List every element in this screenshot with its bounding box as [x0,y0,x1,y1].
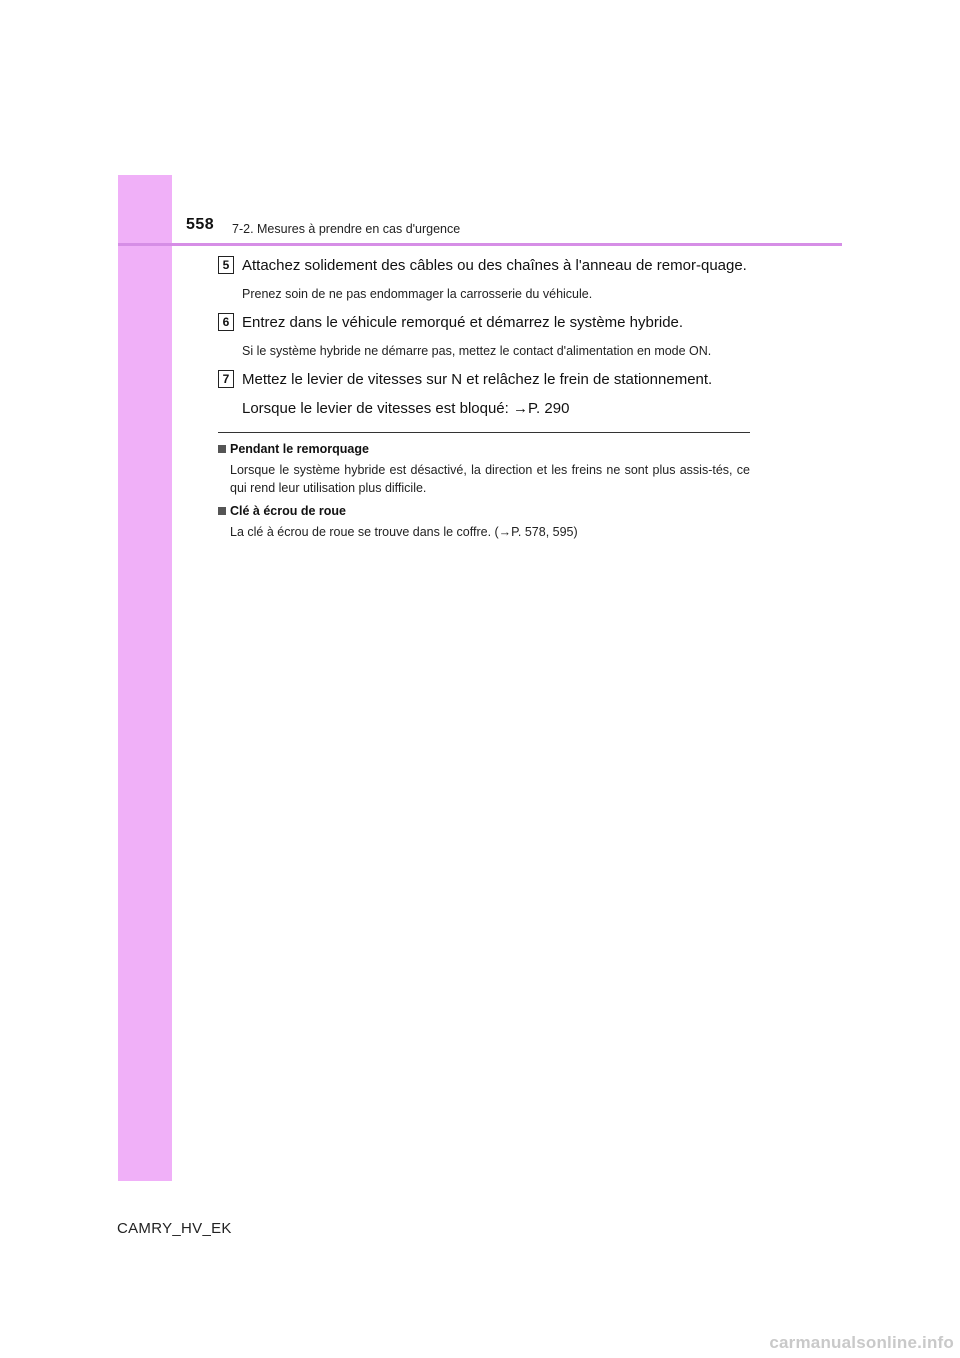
header-rule [118,243,842,246]
step-instruction: Attachez solidement des câbles ou des chaînes à l'anneau de remor-quage. [242,257,747,274]
step-cross-reference: Lorsque le levier de vitesses est bloqué: →P. 290 [242,400,570,417]
page-content [218,254,750,547]
step-number-badge: 7 [218,370,234,388]
step-instruction: Mettez le levier de vitesses sur N et relâchez le frein de stationnement. [242,371,713,388]
note-body: Lorsque le système hybride est désactivé, la direction et les freins ne sont plus assis-tés, ce qui rend leur utilisation plus difficile. [230,463,750,495]
square-bullet-icon [218,507,226,515]
section-title: 7-2. Mesures à prendre en cas d'urgence [232,222,461,236]
step-number-badge: 6 [218,313,234,331]
model-code: CAMRY_HV_EK [117,1220,232,1237]
note-wheel-wrench [218,503,750,541]
step-instruction: Entrez dans le véhicule remorqué et démarrez le système hybride. [242,314,684,331]
step-6 [218,311,750,361]
page-number: 558 [186,216,215,233]
step-5 [218,254,750,304]
step-note: Prenez soin de ne pas endommager la carrosserie du véhicule. [242,287,593,301]
square-bullet-icon [218,445,226,453]
step-7 [218,368,750,420]
note-title: Clé à écrou de roue [230,504,347,518]
note-body: La clé à écrou de roue se trouve dans le coffre. (→P. 578, 595) [230,525,578,539]
note-towing [218,441,750,497]
chapter-sidebar-tab [118,175,172,1181]
step-number-badge: 5 [218,256,234,274]
section-divider [218,432,750,433]
note-title: Pendant le remorquage [230,442,369,456]
step-note: Si le système hybride ne démarre pas, mettez le contact d'alimentation en mode ON. [242,344,712,358]
watermark: carmanualsonline.info [769,1333,954,1352]
